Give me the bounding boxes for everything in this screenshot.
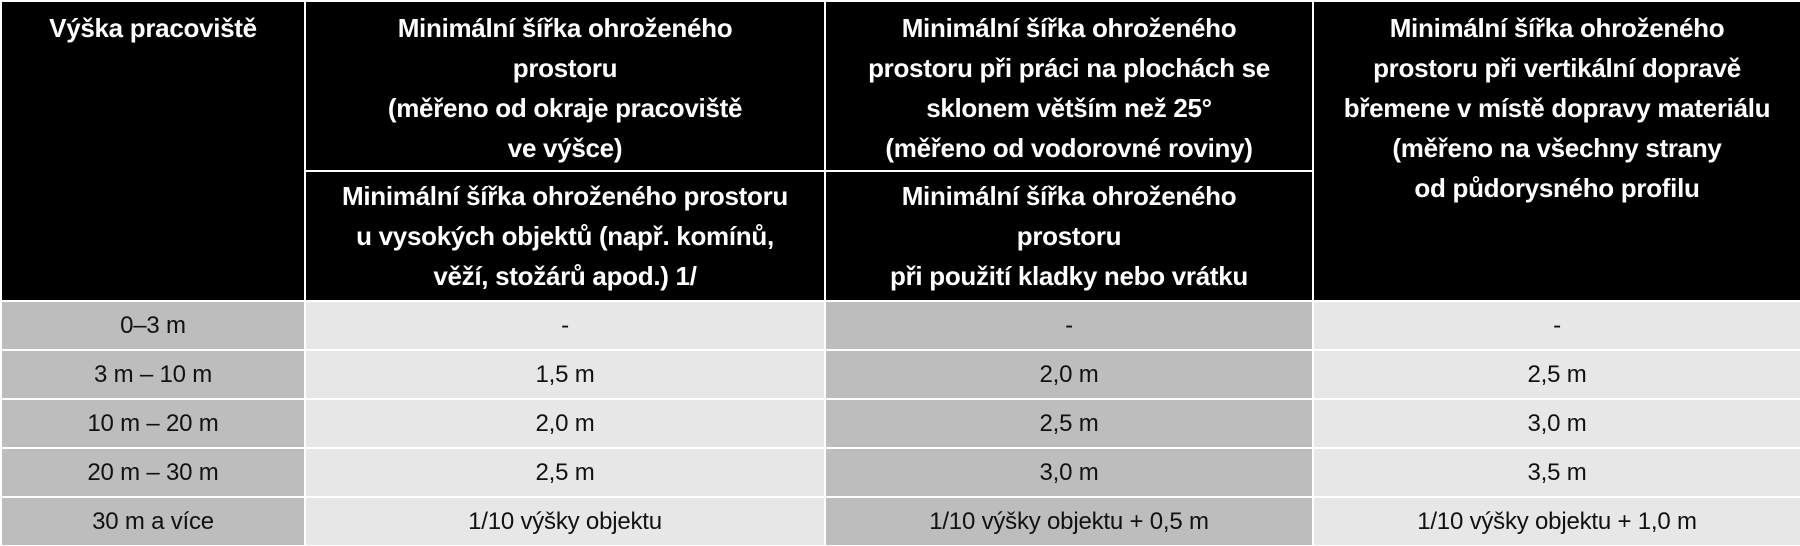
header-min-width-tall-objects: Minimální šířka ohroženého prostoru u vysokých objektů (např. komínů, věží, stožárů apod.) 1/ — [305, 171, 825, 301]
cell-value: - — [825, 301, 1313, 350]
table-row — [1, 350, 1800, 399]
cell-value: 1,5 m — [305, 350, 825, 399]
table-body — [1, 301, 1800, 546]
cell-height: 3 m – 10 m — [1, 350, 305, 399]
cell-value: 2,5 m — [825, 399, 1313, 448]
cell-value: 2,5 m — [1313, 350, 1800, 399]
header-min-width-pulley-winch: Minimální šířka ohroženého prostoru při použití kladky nebo vrátku — [825, 171, 1313, 301]
header-min-width-vertical-transport: Minimální šířka ohroženého prostoru při vertikální dopravě břemene v místě dopravy materiálu (měřeno na všechny strany od půdorysného profilu — [1313, 1, 1800, 301]
header-min-width-slope: Minimální šířka ohroženého prostoru při práci na plochách se sklonem větším než 25° (měřeno od vodorovné roviny) — [825, 1, 1313, 171]
table-header — [1, 1, 1800, 301]
table-row — [1, 399, 1800, 448]
cell-height: 30 m a více — [1, 497, 305, 546]
cell-value: 1/10 výšky objektu — [305, 497, 825, 546]
cell-value: 3,0 m — [825, 448, 1313, 497]
table-row — [1, 301, 1800, 350]
cell-value: - — [305, 301, 825, 350]
header-workplace-height: Výška pracoviště — [1, 1, 305, 301]
cell-value: - — [1313, 301, 1800, 350]
table-row — [1, 497, 1800, 546]
cell-height: 20 m – 30 m — [1, 448, 305, 497]
cell-value: 2,5 m — [305, 448, 825, 497]
cell-height: 10 m – 20 m — [1, 399, 305, 448]
header-min-width-edge: Minimální šířka ohroženého prostoru (měřeno od okraje pracoviště ve výšce) — [305, 1, 825, 171]
cell-value: 1/10 výšky objektu + 1,0 m — [1313, 497, 1800, 546]
cell-height: 0–3 m — [1, 301, 305, 350]
cell-value: 3,5 m — [1313, 448, 1800, 497]
table-row — [1, 448, 1800, 497]
cell-value: 3,0 m — [1313, 399, 1800, 448]
cell-value: 2,0 m — [825, 350, 1313, 399]
cell-value: 1/10 výšky objektu + 0,5 m — [825, 497, 1313, 546]
cell-value: 2,0 m — [305, 399, 825, 448]
